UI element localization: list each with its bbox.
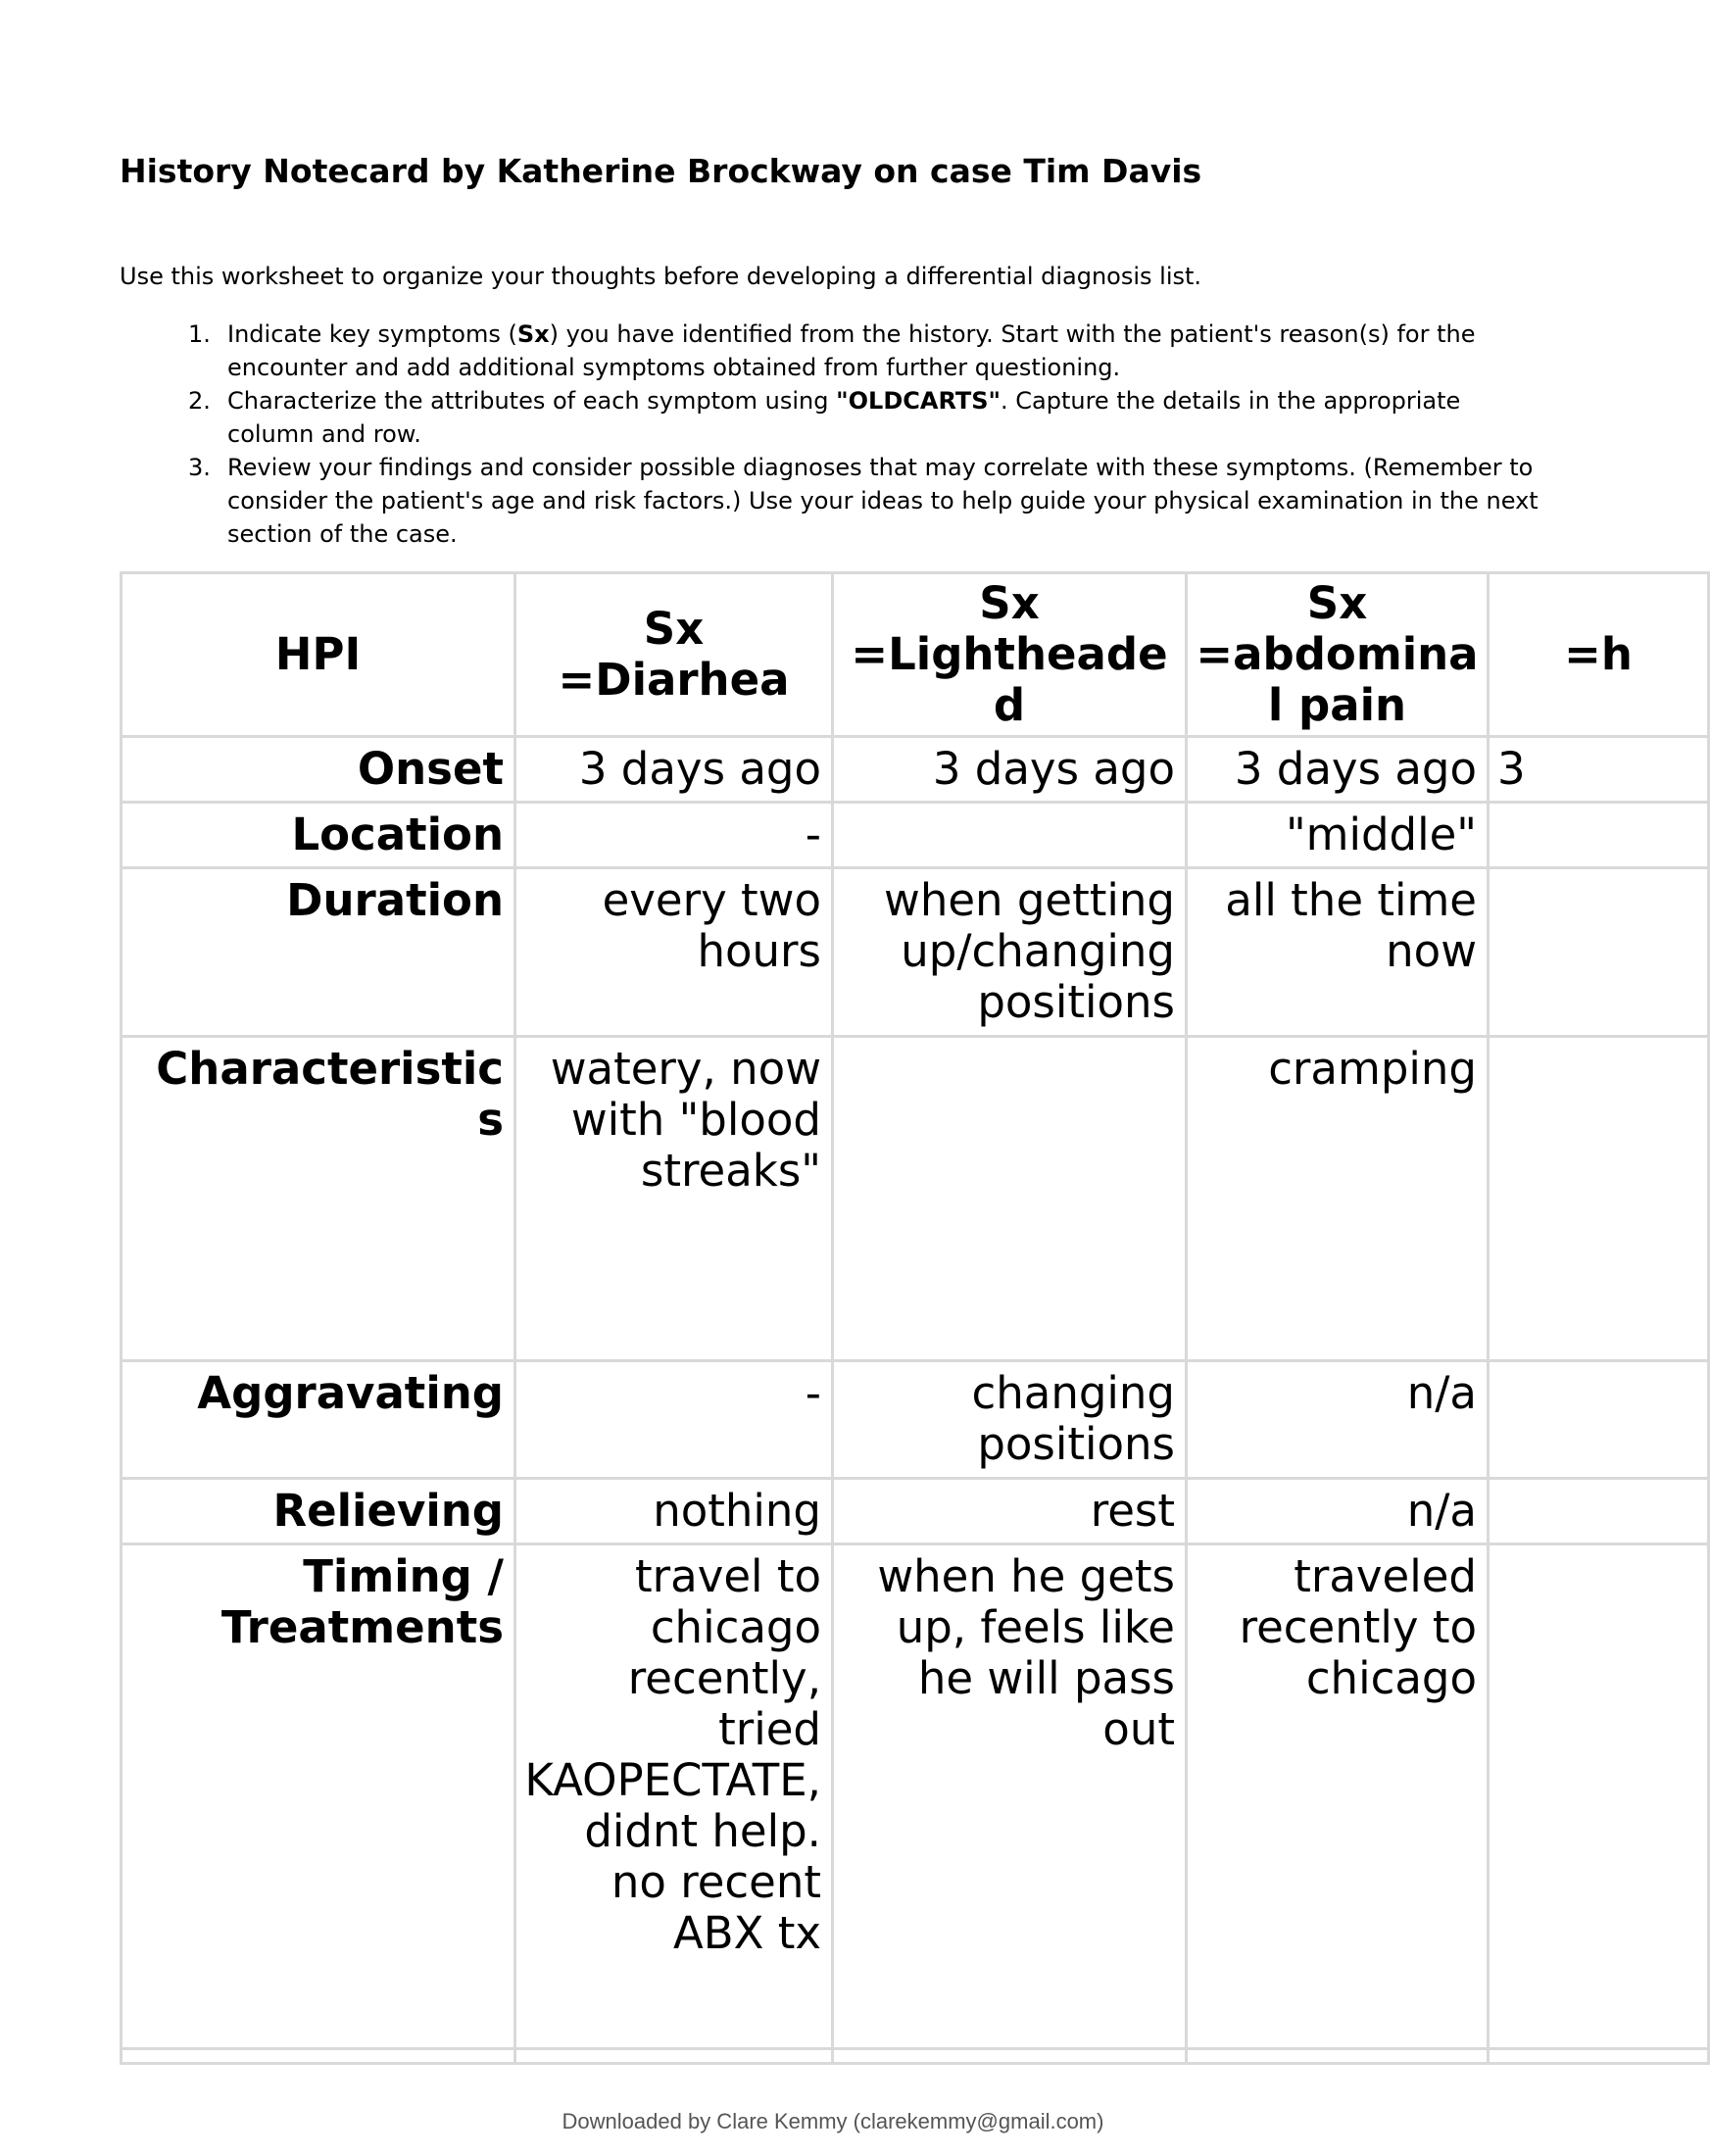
table-cell: watery, now with "blood streaks" bbox=[515, 1037, 833, 1361]
table-row bbox=[122, 1544, 1709, 2049]
table-cell: when getting up/changing positions bbox=[833, 868, 1187, 1037]
table-cell: 3 days ago bbox=[833, 737, 1187, 803]
instruction-number: 2. bbox=[188, 387, 211, 415]
table-cell: - bbox=[515, 803, 833, 868]
instruction-text: Review your findings and consider possible diagnoses that may correlate with these symptoms. (Remember to consider the patient's age and risk factors.) Use your ideas to help guide your physical examination in the next section of the case. bbox=[227, 454, 1539, 548]
header-symptom: Sx =Diarhea bbox=[515, 573, 833, 737]
table-header-row bbox=[122, 573, 1709, 737]
instruction-item bbox=[120, 384, 1550, 451]
table-cell: - bbox=[515, 1361, 833, 1479]
instruction-text: Indicate key symptoms ( bbox=[227, 320, 517, 348]
table-row bbox=[122, 868, 1709, 1037]
row-label: Relieving bbox=[122, 1479, 515, 1544]
table-row bbox=[122, 1361, 1709, 1479]
table-cell: "middle" bbox=[1187, 803, 1489, 868]
table-cell: changing positions bbox=[833, 1361, 1187, 1479]
table-cell bbox=[833, 1037, 1187, 1361]
table-row bbox=[122, 803, 1709, 868]
table-cell bbox=[833, 2049, 1187, 2064]
row-label: Aggravating bbox=[122, 1361, 515, 1479]
instruction-number: 1. bbox=[188, 320, 211, 348]
instruction-bold: "OLDCARTS" bbox=[836, 387, 1002, 415]
table-cell: traveled recently to chicago bbox=[1187, 1544, 1489, 2049]
table-cell: nothing bbox=[515, 1479, 833, 1544]
table-cell: all the time now bbox=[1187, 868, 1489, 1037]
table-cell bbox=[833, 803, 1187, 868]
instruction-item bbox=[120, 318, 1550, 384]
row-label: Timing / Treatments bbox=[122, 1544, 515, 2049]
instruction-item bbox=[120, 451, 1550, 551]
table-cell bbox=[1187, 2049, 1489, 2064]
table-cell: 3 days ago bbox=[515, 737, 833, 803]
table-cell bbox=[1489, 868, 1709, 1037]
instruction-text: Characterize the attributes of each symptom using bbox=[227, 387, 837, 415]
table-cell: cramping bbox=[1187, 1037, 1489, 1361]
table-cell bbox=[1489, 1544, 1709, 2049]
table-cell: 3 days ago bbox=[1187, 737, 1489, 803]
row-label: Location bbox=[122, 803, 515, 868]
hpi-table bbox=[120, 571, 1710, 2065]
instruction-text: ) you have identified from the history. Start with the patient's reason(s) for the encounter and add additional symptoms obtained from further questioning. bbox=[227, 320, 1476, 381]
table-cell: when he gets up, feels like he will pass out bbox=[833, 1544, 1187, 2049]
download-footer: Downloaded by Clare Kemmy (clarekemmy@gmail.com) bbox=[562, 2109, 1104, 2133]
table-cell bbox=[122, 2049, 515, 2064]
table-row bbox=[122, 1479, 1709, 1544]
table-cell bbox=[1489, 2049, 1709, 2064]
table-cell bbox=[1489, 803, 1709, 868]
table-cell: n/a bbox=[1187, 1361, 1489, 1479]
table-row-continuation bbox=[122, 2049, 1709, 2064]
table-row bbox=[122, 1037, 1709, 1361]
header-symptom: Sx =Lightheaded bbox=[833, 573, 1187, 737]
table-cell: n/a bbox=[1187, 1479, 1489, 1544]
table-cell: rest bbox=[833, 1479, 1187, 1544]
instruction-text: . Capture the details in the appropriate column and row. bbox=[227, 387, 1461, 448]
table-cell bbox=[1489, 1479, 1709, 1544]
table-cell bbox=[1489, 1361, 1709, 1479]
row-label: Duration bbox=[122, 868, 515, 1037]
table-cell bbox=[1489, 1037, 1709, 1361]
page-title: History Notecard by Katherine Brockway on case Tim Davis bbox=[120, 152, 1202, 190]
table-row bbox=[122, 737, 1709, 803]
table-cell bbox=[515, 2049, 833, 2064]
instruction-bold: Sx bbox=[516, 320, 550, 348]
hpi-table-container bbox=[120, 571, 1633, 2061]
header-hpi: HPI bbox=[122, 573, 515, 737]
instruction-list bbox=[120, 318, 1550, 551]
instruction-number: 3. bbox=[188, 454, 211, 481]
header-symptom: =h bbox=[1489, 573, 1709, 737]
row-label: Onset bbox=[122, 737, 515, 803]
intro-text: Use this worksheet to organize your thoughts before developing a differential diagnosis list. bbox=[120, 263, 1202, 290]
table-cell: travel to chicago recently, tried KAOPECTATE, didnt help. no recent ABX tx bbox=[515, 1544, 833, 2049]
table-cell: every two hours bbox=[515, 868, 833, 1037]
row-label: Characteristics bbox=[122, 1037, 515, 1361]
header-symptom: Sx =abdominal pain bbox=[1187, 573, 1489, 737]
table-cell: 3 bbox=[1489, 737, 1709, 803]
